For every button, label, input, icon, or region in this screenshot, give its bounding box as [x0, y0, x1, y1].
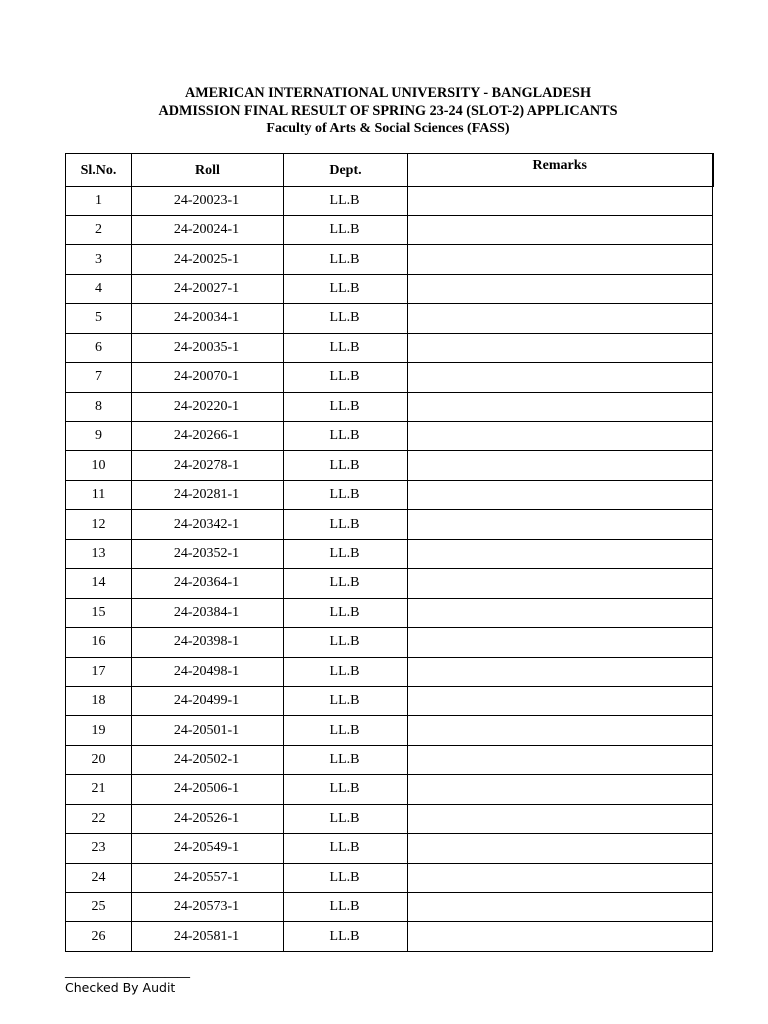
table-row — [66, 569, 713, 598]
cell-dept: LL.B — [284, 775, 408, 804]
cell-dept: LL.B — [284, 628, 408, 657]
cell-sl-no: 13 — [66, 539, 132, 568]
cell-roll: 24-20364-1 — [132, 569, 284, 598]
table-row — [66, 716, 713, 745]
cell-sl-no: 18 — [66, 686, 132, 715]
cell-roll: 24-20278-1 — [132, 451, 284, 480]
cell-sl-no: 24 — [66, 863, 132, 892]
cell-remarks — [408, 686, 713, 715]
table-row — [66, 451, 713, 480]
cell-roll: 24-20581-1 — [132, 922, 284, 951]
cell-dept: LL.B — [284, 686, 408, 715]
table-row — [66, 333, 713, 362]
table-row — [66, 775, 713, 804]
cell-roll: 24-20220-1 — [132, 392, 284, 421]
cell-dept: LL.B — [284, 392, 408, 421]
cell-dept: LL.B — [284, 245, 408, 274]
cell-remarks — [408, 245, 713, 274]
cell-sl-no: 25 — [66, 893, 132, 922]
cell-remarks — [408, 304, 713, 333]
table-row — [66, 392, 713, 421]
cell-sl-no: 12 — [66, 510, 132, 539]
cell-roll: 24-20398-1 — [132, 628, 284, 657]
cell-remarks — [408, 657, 713, 686]
cell-roll: 24-20501-1 — [132, 716, 284, 745]
cell-roll: 24-20384-1 — [132, 598, 284, 627]
cell-dept: LL.B — [284, 274, 408, 303]
cell-roll: 24-20342-1 — [132, 510, 284, 539]
cell-dept: LL.B — [284, 745, 408, 774]
cell-sl-no: 21 — [66, 775, 132, 804]
cell-sl-no: 19 — [66, 716, 132, 745]
cell-roll: 24-20352-1 — [132, 539, 284, 568]
cell-sl-no: 10 — [66, 451, 132, 480]
cell-dept: LL.B — [284, 657, 408, 686]
cell-remarks — [408, 716, 713, 745]
column-header-sl-no: Sl.No. — [66, 154, 132, 187]
cell-sl-no: 2 — [66, 215, 132, 244]
table-row — [66, 186, 713, 215]
cell-sl-no: 16 — [66, 628, 132, 657]
cell-roll: 24-20499-1 — [132, 686, 284, 715]
results-table-body — [66, 186, 713, 951]
cell-roll: 24-20526-1 — [132, 804, 284, 833]
cell-sl-no: 17 — [66, 657, 132, 686]
cell-dept: LL.B — [284, 304, 408, 333]
cell-remarks — [408, 804, 713, 833]
cell-remarks — [408, 480, 713, 509]
cell-dept: LL.B — [284, 922, 408, 951]
cell-remarks — [408, 598, 713, 627]
cell-remarks — [408, 510, 713, 539]
cell-dept: LL.B — [284, 510, 408, 539]
table-header-row — [66, 154, 713, 187]
cell-roll: 24-20027-1 — [132, 274, 284, 303]
cell-remarks — [408, 392, 713, 421]
cell-remarks — [408, 333, 713, 362]
cell-roll: 24-20034-1 — [132, 304, 284, 333]
cell-sl-no: 22 — [66, 804, 132, 833]
cell-remarks — [408, 863, 713, 892]
cell-sl-no: 14 — [66, 569, 132, 598]
cell-sl-no: 15 — [66, 598, 132, 627]
cell-roll: 24-20023-1 — [132, 186, 284, 215]
cell-sl-no: 1 — [66, 186, 132, 215]
table-row — [66, 804, 713, 833]
cell-dept: LL.B — [284, 716, 408, 745]
cell-roll: 24-20070-1 — [132, 363, 284, 392]
cell-dept: LL.B — [284, 215, 408, 244]
cell-remarks — [408, 922, 713, 951]
table-row — [66, 686, 713, 715]
cell-remarks — [408, 186, 713, 215]
table-row — [66, 215, 713, 244]
cell-roll: 24-20024-1 — [132, 215, 284, 244]
table-row — [66, 480, 713, 509]
cell-dept: LL.B — [284, 186, 408, 215]
cell-sl-no: 3 — [66, 245, 132, 274]
cell-sl-no: 4 — [66, 274, 132, 303]
table-row — [66, 539, 713, 568]
cell-dept: LL.B — [284, 834, 408, 863]
cell-dept: LL.B — [284, 422, 408, 451]
cell-roll: 24-20573-1 — [132, 893, 284, 922]
cell-remarks — [408, 834, 713, 863]
cell-dept: LL.B — [284, 363, 408, 392]
cell-roll: 24-20025-1 — [132, 245, 284, 274]
table-row — [66, 245, 713, 274]
table-row — [66, 657, 713, 686]
cell-sl-no: 26 — [66, 922, 132, 951]
table-row — [66, 598, 713, 627]
column-header-remarks: Remarks — [408, 154, 713, 187]
table-row — [66, 893, 713, 922]
cell-dept: LL.B — [284, 804, 408, 833]
table-row — [66, 363, 713, 392]
cell-dept: LL.B — [284, 451, 408, 480]
cell-dept: LL.B — [284, 863, 408, 892]
cell-remarks — [408, 745, 713, 774]
cell-remarks — [408, 215, 713, 244]
cell-dept: LL.B — [284, 539, 408, 568]
cell-sl-no: 20 — [66, 745, 132, 774]
cell-remarks — [408, 274, 713, 303]
cell-roll: 24-20281-1 — [132, 480, 284, 509]
cell-roll: 24-20266-1 — [132, 422, 284, 451]
checked-by-label: Checked By Audit — [65, 980, 176, 995]
cell-sl-no: 6 — [66, 333, 132, 362]
cell-roll: 24-20498-1 — [132, 657, 284, 686]
cell-sl-no: 8 — [66, 392, 132, 421]
table-row — [66, 274, 713, 303]
cell-dept: LL.B — [284, 598, 408, 627]
table-row — [66, 863, 713, 892]
signature-line: ____________________ — [65, 963, 190, 978]
cell-dept: LL.B — [284, 893, 408, 922]
cell-dept: LL.B — [284, 569, 408, 598]
cell-remarks — [408, 775, 713, 804]
table-row — [66, 422, 713, 451]
result-title: ADMISSION FINAL RESULT OF SPRING 23-24 (SLOT-2) APPLICANTS — [158, 103, 618, 119]
cell-roll: 24-20502-1 — [132, 745, 284, 774]
cell-roll: 24-20506-1 — [132, 775, 284, 804]
cell-remarks — [408, 363, 713, 392]
cell-sl-no: 7 — [66, 363, 132, 392]
cell-remarks — [408, 569, 713, 598]
column-header-roll: Roll — [132, 154, 284, 187]
table-row — [66, 628, 713, 657]
cell-dept: LL.B — [284, 480, 408, 509]
column-header-dept: Dept. — [284, 154, 408, 187]
cell-remarks — [408, 539, 713, 568]
cell-roll: 24-20035-1 — [132, 333, 284, 362]
document-heading — [0, 84, 768, 138]
cell-sl-no: 5 — [66, 304, 132, 333]
table-row — [66, 834, 713, 863]
cell-dept: LL.B — [284, 333, 408, 362]
results-table — [65, 153, 714, 952]
cell-remarks — [408, 422, 713, 451]
cell-roll: 24-20549-1 — [132, 834, 284, 863]
table-row — [66, 745, 713, 774]
table-row — [66, 304, 713, 333]
cell-remarks — [408, 628, 713, 657]
cell-sl-no: 23 — [66, 834, 132, 863]
cell-roll: 24-20557-1 — [132, 863, 284, 892]
cell-remarks — [408, 893, 713, 922]
table-row — [66, 922, 713, 951]
faculty-name: Faculty of Arts & Social Sciences (FASS) — [266, 121, 510, 136]
cell-sl-no: 9 — [66, 422, 132, 451]
table-row — [66, 510, 713, 539]
audit-footer — [65, 964, 190, 996]
cell-sl-no: 11 — [66, 480, 132, 509]
university-name: AMERICAN INTERNATIONAL UNIVERSITY - BANGLADESH — [185, 85, 591, 101]
cell-remarks — [408, 451, 713, 480]
